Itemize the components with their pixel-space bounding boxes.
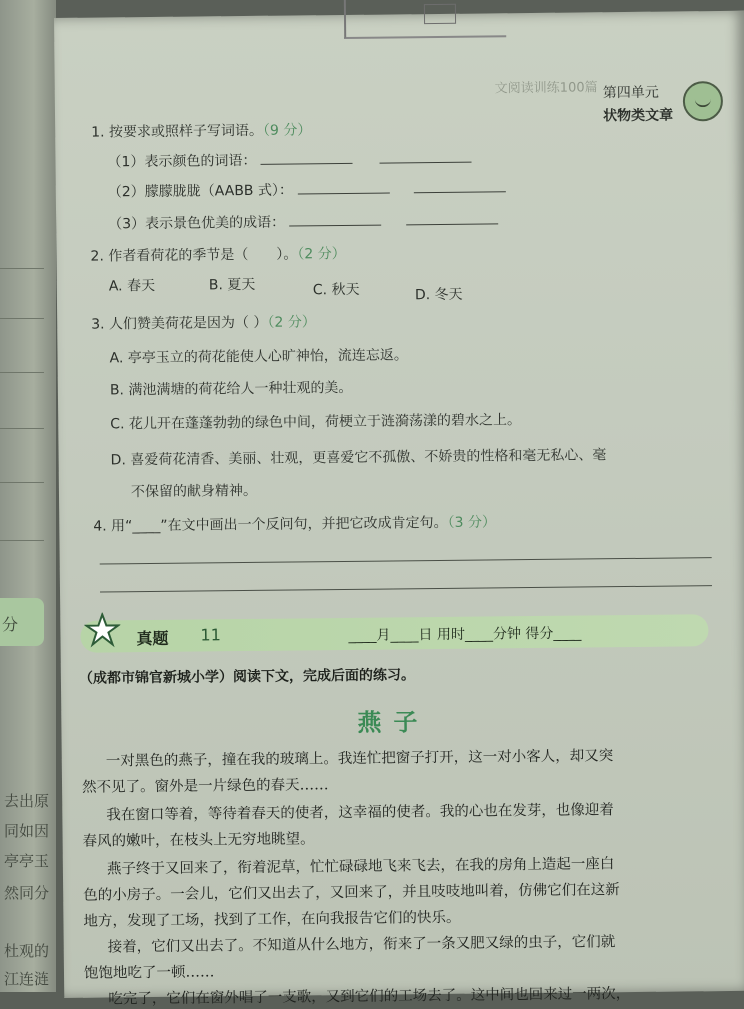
answer-blank[interactable] — [261, 163, 353, 165]
left-page-rule — [0, 268, 44, 269]
left-page-text: 江连涟 — [4, 970, 50, 988]
left-page-tab-text: 分 — [2, 615, 19, 634]
question-3-stem: 3. 人们赞美荷花是因为（ ） — [91, 314, 268, 333]
question-1-item-2 — [108, 177, 507, 201]
question-1-item-label: （2）朦朦胧胧（AABB 式）： — [107, 182, 294, 201]
article-line: 然不见了。窗外是一片绿色的春天…… — [81, 777, 329, 796]
option-b[interactable]: B. 满池满塘的荷花给人一种壮观的美。 — [109, 379, 353, 399]
left-page-rule — [0, 372, 44, 373]
left-page-text: 然同分 — [4, 884, 50, 902]
article-line: 燕子终于又回来了，衔着泥草，忙忙碌碌地飞来飞去，在我的房角上造起一座白 — [106, 856, 615, 878]
question-4-stem-start: 4. 用“ — [93, 518, 133, 535]
answer-blank[interactable] — [297, 192, 389, 194]
option-b[interactable]: B. 夏天 — [208, 276, 256, 294]
article-line: 接着，它们又出去了。不知道从什么地方，衔来了一条又肥又绿的虫子，它们就 — [107, 934, 616, 956]
option-d[interactable]: D. 喜爱荷花清香、美丽、壮观，更喜爱它不孤傲、不娇贵的性格和毫无私心、毫 — [110, 447, 607, 469]
question-2-stem-end: ）。 — [276, 246, 298, 263]
left-page-text: 亭亭玉 — [4, 852, 50, 870]
banner-title: 真题 — [136, 628, 169, 649]
option-c[interactable]: C. 花儿开在蓬蓬勃勃的绿色中间，荷梗立于涟漪荡漾的碧水之上。 — [110, 412, 522, 433]
article-title: 燕子 — [357, 707, 430, 737]
article-line: 色的小房子。一会儿，它们又出去了，又回来了，并且吱吱地叫着，仿佛它们在这新 — [83, 882, 620, 904]
workbook-page — [54, 11, 744, 1008]
banner-date-time-score: ____月____日 用时____分钟 得分____ — [348, 625, 582, 644]
left-facing-page — [0, 0, 56, 992]
pencil-sketch-box — [424, 4, 456, 24]
left-page-text: 杜观的 — [4, 942, 50, 960]
question-1-item-1 — [107, 148, 471, 172]
option-d[interactable]: D. 冬天 — [414, 286, 463, 304]
left-page-rule — [0, 540, 44, 541]
left-page-score-tab — [0, 598, 44, 646]
question-1-stem: 1. 按要求或照样子写词语。 — [91, 122, 264, 141]
left-page-text: 同如因 — [4, 822, 50, 840]
question-3 — [91, 311, 316, 333]
option-a[interactable]: A. 春天 — [108, 277, 156, 295]
unit-title: 第四单元 — [602, 84, 659, 102]
unit-category: 状物类文章 — [602, 107, 674, 125]
star-book-icon — [84, 612, 120, 648]
question-1-item-label: （3）表示景色优美的成语： — [108, 214, 286, 233]
question-4-blank-mark: ____ — [132, 517, 161, 535]
question-4 — [93, 511, 496, 535]
question-1-score: （9 分） — [262, 122, 312, 139]
answer-blank[interactable] — [406, 223, 498, 225]
question-3-score: （2 分） — [267, 314, 316, 331]
question-1 — [91, 119, 311, 141]
option-c[interactable]: C. 秋天 — [312, 281, 360, 299]
left-page-rule — [0, 318, 44, 319]
question-2 — [90, 243, 345, 266]
article-line: 吃完了，它们在窗外唱了一支歌，又到它们的工场去了。这中间也回来过一两次， — [108, 986, 631, 1008]
question-2-score: （2 分） — [297, 245, 346, 263]
mascot-icon — [683, 81, 723, 121]
question-4-score: （3 分） — [447, 514, 497, 531]
exercise-source: （成都市锦官新城小学）阅读下文，完成后面的练习。 — [78, 667, 415, 687]
article-line: 春风的嫩叶，在枝头上无穷地眺望。 — [82, 831, 315, 850]
answer-blank[interactable] — [414, 191, 506, 193]
answer-blank[interactable] — [380, 162, 472, 164]
question-1-item-label: （1）表示颜色的词语： — [107, 152, 257, 171]
article-line: 饱饱地吃了一顿…… — [83, 964, 215, 982]
left-page-text: 去出原 — [4, 792, 50, 810]
left-page-rule — [0, 428, 44, 429]
option-d-continued: 不保留的献身精神。 — [130, 482, 258, 501]
answer-line[interactable] — [100, 585, 712, 592]
left-page-rule — [0, 482, 44, 483]
bleed-through-heading: 文阅读训练100篇 — [494, 80, 598, 97]
question-1-item-3 — [108, 209, 498, 233]
question-4-stem-end: ”在文中画出一个反问句，并把它改成肯定句。 — [160, 514, 448, 534]
question-2-stem-start: 2. 作者看荷花的季节是（ — [90, 246, 249, 265]
answer-line[interactable] — [100, 557, 712, 564]
article-line: 我在窗口等着，等待着春天的使者，这幸福的使者。我的心也在发芽，也像迎着 — [106, 802, 614, 824]
banner-number: 11 — [200, 625, 221, 645]
article-line: 一对黑色的燕子，撞在我的玻璃上。我连忙把窗子打开，这一对小客人，却又突 — [105, 748, 614, 770]
option-a[interactable]: A. 亭亭玉立的荷花能使人心旷神怡，流连忘返。 — [109, 347, 408, 367]
section-banner — [80, 614, 708, 653]
answer-blank[interactable] — [290, 225, 382, 227]
article-line: 地方，发现了工场，找到了工作，在向我报告它们的快乐。 — [83, 909, 461, 930]
